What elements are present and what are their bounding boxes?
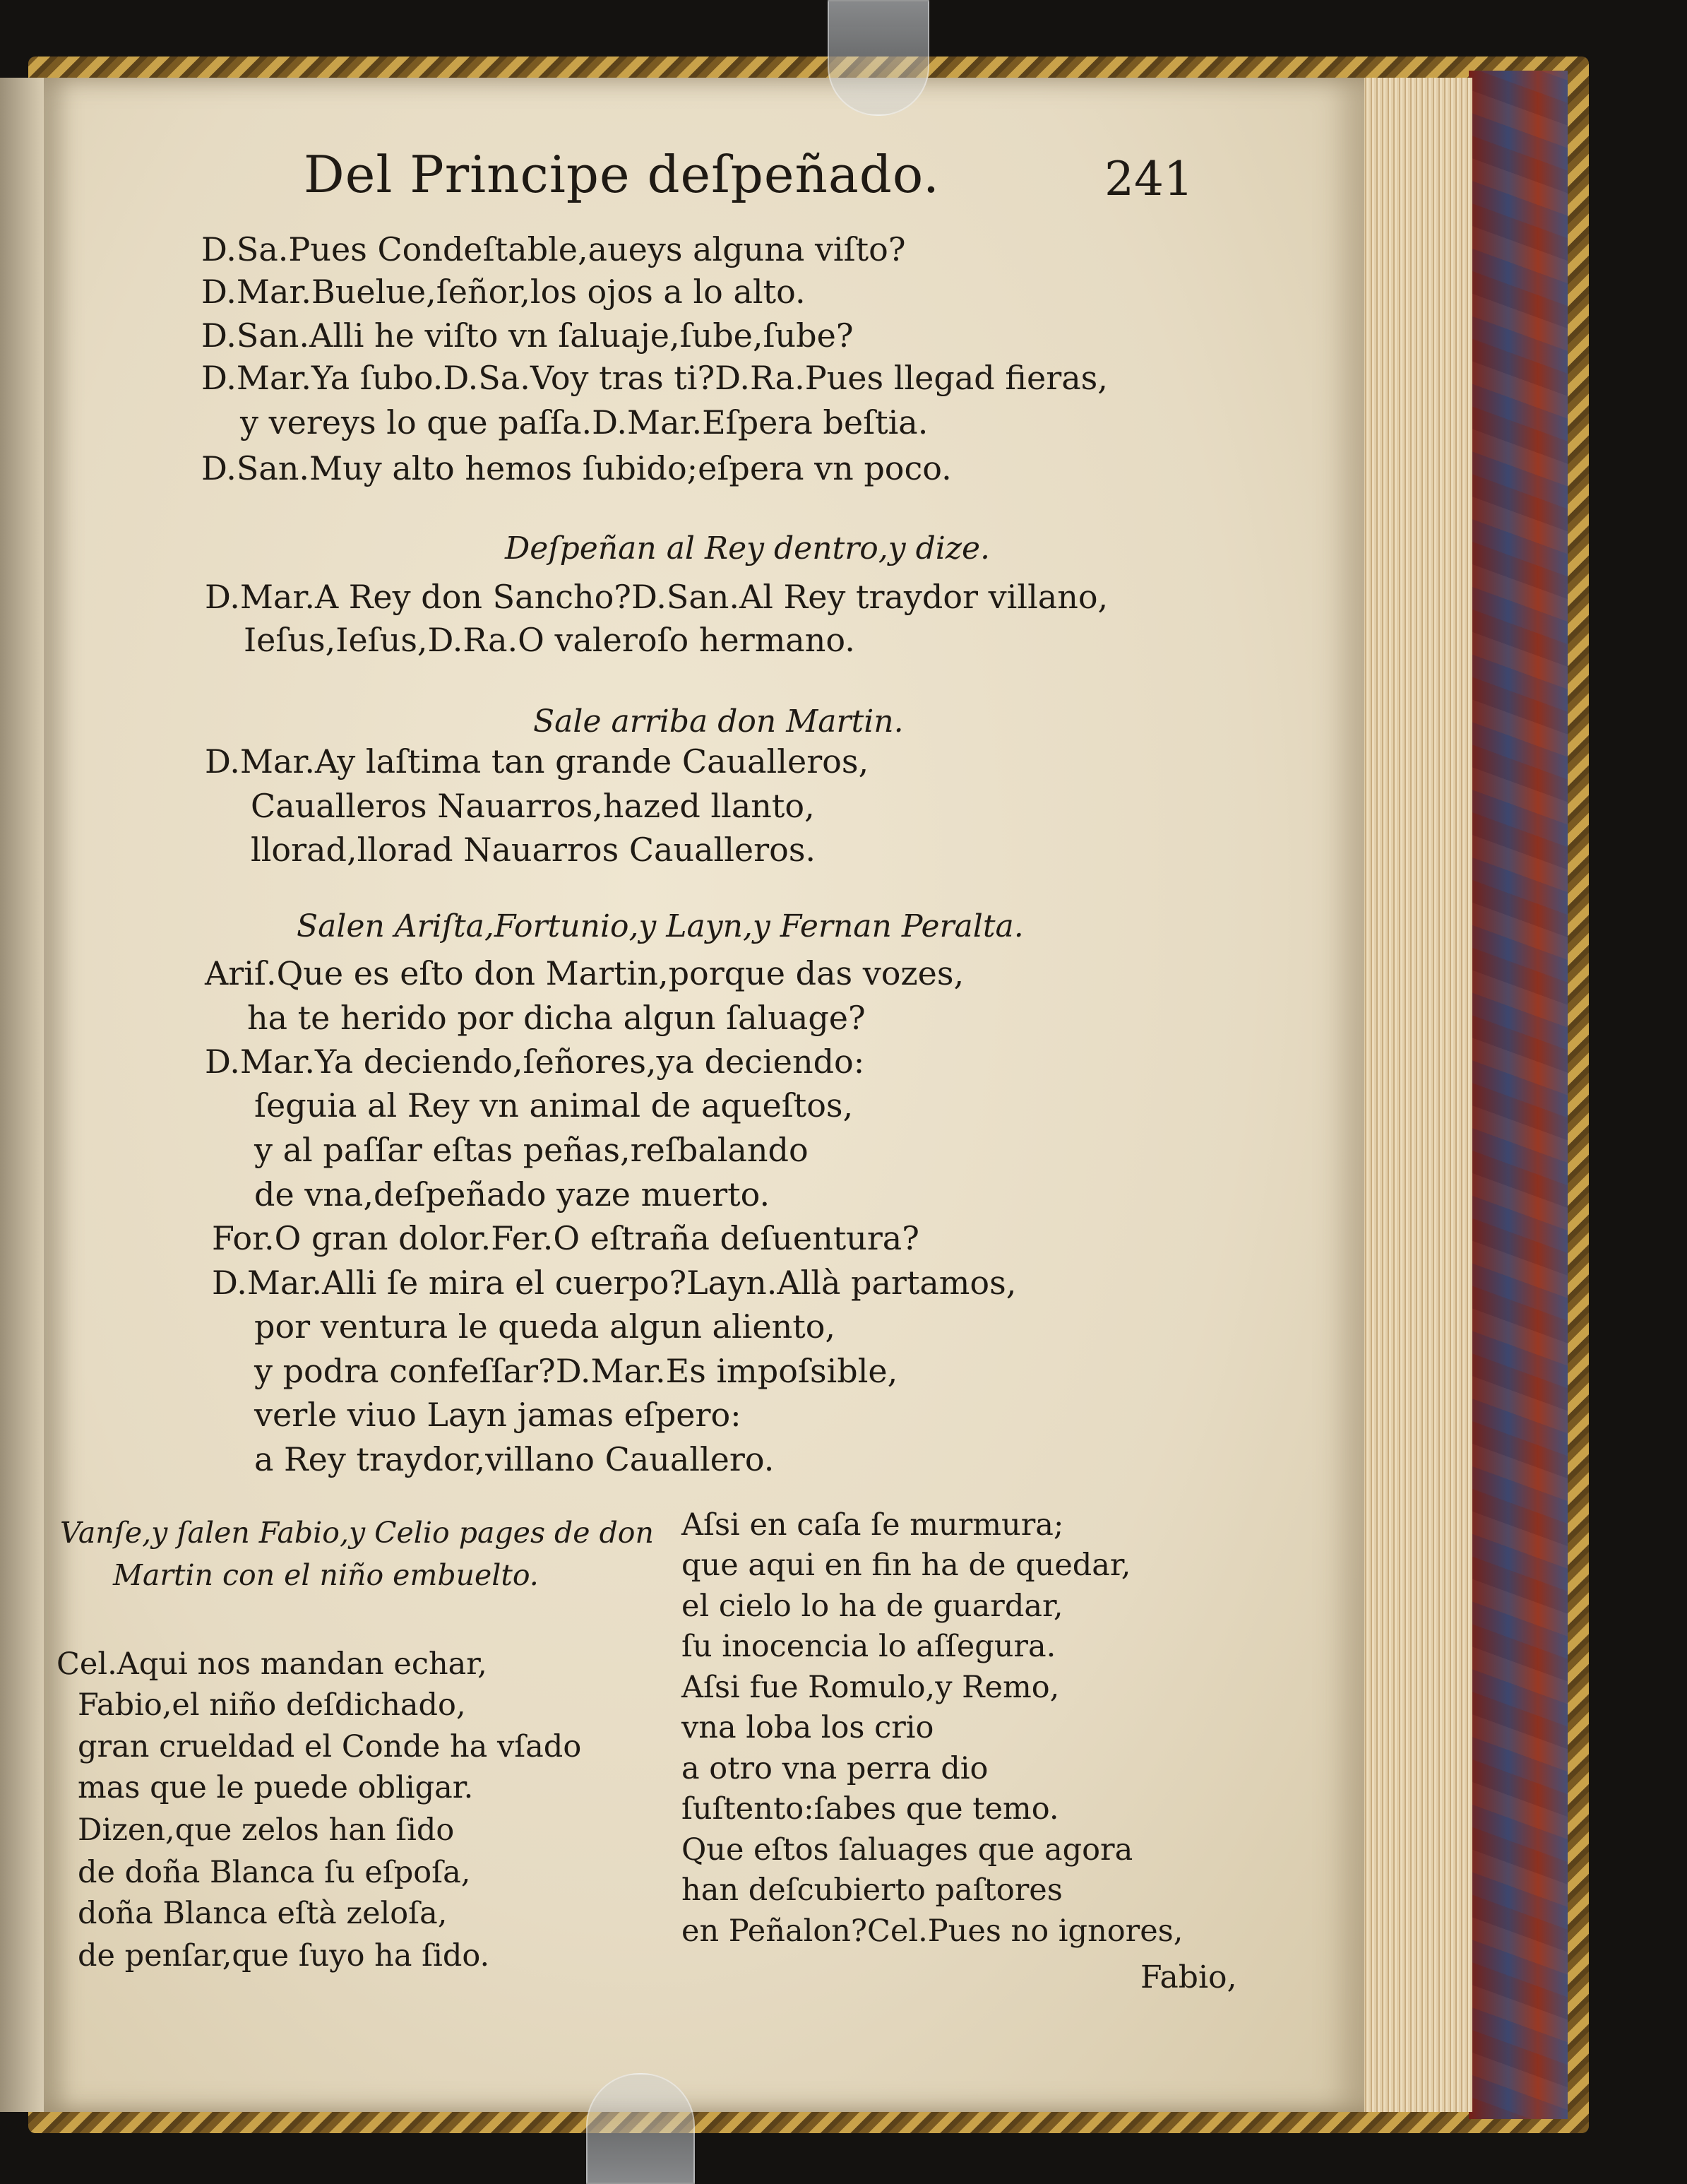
verse-line: Caualleros Nauarros,hazed llanto, (251, 787, 815, 825)
verse-line: mas que le puede obligar. (78, 1770, 474, 1805)
verse-line: en Peñalon?Cel.Pues no ignores, (681, 1913, 1184, 1949)
page-number: 241 (1104, 152, 1193, 206)
verse-line: Cel.Aqui nos mandan echar, (56, 1646, 487, 1682)
verse-line: llorad,llorad Nauarros Caualleros. (251, 831, 816, 869)
stage-direction: Sale arriba don Martin. (533, 704, 904, 740)
verse-line: de vna,deſpeñado yaze muerto. (254, 1175, 770, 1213)
top-page-clip (828, 0, 929, 116)
verse-line: gran crueldad el Conde ha vſado (78, 1729, 582, 1764)
catchword: Fabio, (1140, 1959, 1237, 1995)
stage-direction: Salen Ariſta,Fortunio,y Layn,y Fernan Peralta. (297, 908, 1024, 944)
page-block-edges (1363, 78, 1472, 2112)
verse-line: doña Blanca eſtà zeloſa, (78, 1896, 448, 1931)
verse-line: Que eſtos ſaluages que agora (681, 1832, 1133, 1868)
verse-line: D.Mar.Ay laſtima tan grande Caualleros, (205, 742, 869, 781)
verse-line: por ventura le queda algun aliento, (254, 1307, 836, 1346)
verse-line: D.Mar.Ya deciendo,ſeñores,ya deciendo: (205, 1043, 865, 1081)
verse-line: y podra confeſſar?D.Mar.Es impoſsible, (254, 1352, 898, 1390)
verse-line: Dizen,que zelos han ſido (78, 1812, 455, 1848)
verse-line: Aſsi fue Romulo,y Remo, (681, 1670, 1060, 1705)
marbled-endpaper (1469, 71, 1568, 2119)
verse-line: vna loba los crio (681, 1710, 934, 1745)
verse-line: Aſsi en caſa ſe murmura; (681, 1507, 1064, 1543)
verse-line: D.Sa.Pues Condeſtable,aueys alguna viſto? (201, 230, 906, 268)
verse-line: a otro vna perra dio (681, 1751, 989, 1786)
verse-line: que aqui en fin ha de quedar, (681, 1548, 1131, 1583)
verse-line: Ariſ.Que es eſto don Martin,porque das vozes, (205, 954, 965, 992)
verse-line: D.San.Alli he viſto vn ſaluaje,ſube,ſube? (201, 316, 854, 355)
verse-line: verle viuo Layn jamas eſpero: (254, 1396, 741, 1434)
verse-line: D.Mar.Ya ſubo.D.Sa.Voy tras ti?D.Ra.Pues llegad fieras, (201, 359, 1108, 397)
stage-direction: Martin con el niño embuelto. (113, 1558, 539, 1592)
verse-line: ha te herido por dicha algun ſaluage? (247, 999, 866, 1037)
verse-line: ſu inocencia lo aſſegura. (681, 1629, 1056, 1664)
verse-line: For.O gran dolor.Fer.O eſtraña deſuentura? (212, 1219, 919, 1257)
running-title: Del Principe deſpeñado. (304, 145, 940, 204)
verse-line: Fabio,el niño deſdichado, (78, 1687, 466, 1723)
verse-line: de doña Blanca ſu eſpoſa, (78, 1855, 471, 1890)
verse-line: el cielo lo ha de guardar, (681, 1589, 1063, 1624)
verse-line: Ieſus,Ieſus,D.Ra.O valeroſo hermano. (244, 621, 855, 659)
facing-page-edge (0, 78, 44, 2112)
verse-line: y al paſſar eſtas peñas,reſbalando (254, 1131, 809, 1169)
verse-line: han deſcubierto paſtores (681, 1873, 1063, 1908)
verse-line: y vereys lo que paſſa.D.Mar.Eſpera beſtia. (240, 403, 929, 441)
page-header (304, 145, 1193, 215)
verse-line: D.Mar.Alli ſe mira el cuerpo?Layn.Allà partamos, (212, 1264, 1017, 1302)
verse-line: de penſar,que ſuyo ha ſido. (78, 1938, 490, 1974)
verse-line: a Rey traydor,villano Cauallero. (254, 1440, 775, 1478)
stage-direction: Deſpeñan al Rey dentro,y dize. (505, 530, 991, 566)
verse-line: ſuſtento:ſabes que temo. (681, 1791, 1059, 1827)
bottom-page-clip (586, 2073, 695, 2184)
verse-line: D.San.Muy alto hemos ſubido;eſpera vn poco. (201, 449, 952, 487)
verse-line: D.Mar.Buelue,ſeñor,los ojos a lo alto. (201, 273, 806, 311)
verse-line: ſeguia al Rey vn animal de aqueſtos, (254, 1086, 854, 1124)
verse-line: D.Mar.A Rey don Sancho?D.San.Al Rey traydor villano, (205, 578, 1109, 616)
stage-direction: Vanſe,y ſalen Fabio,y Celio pages de don (60, 1516, 654, 1550)
